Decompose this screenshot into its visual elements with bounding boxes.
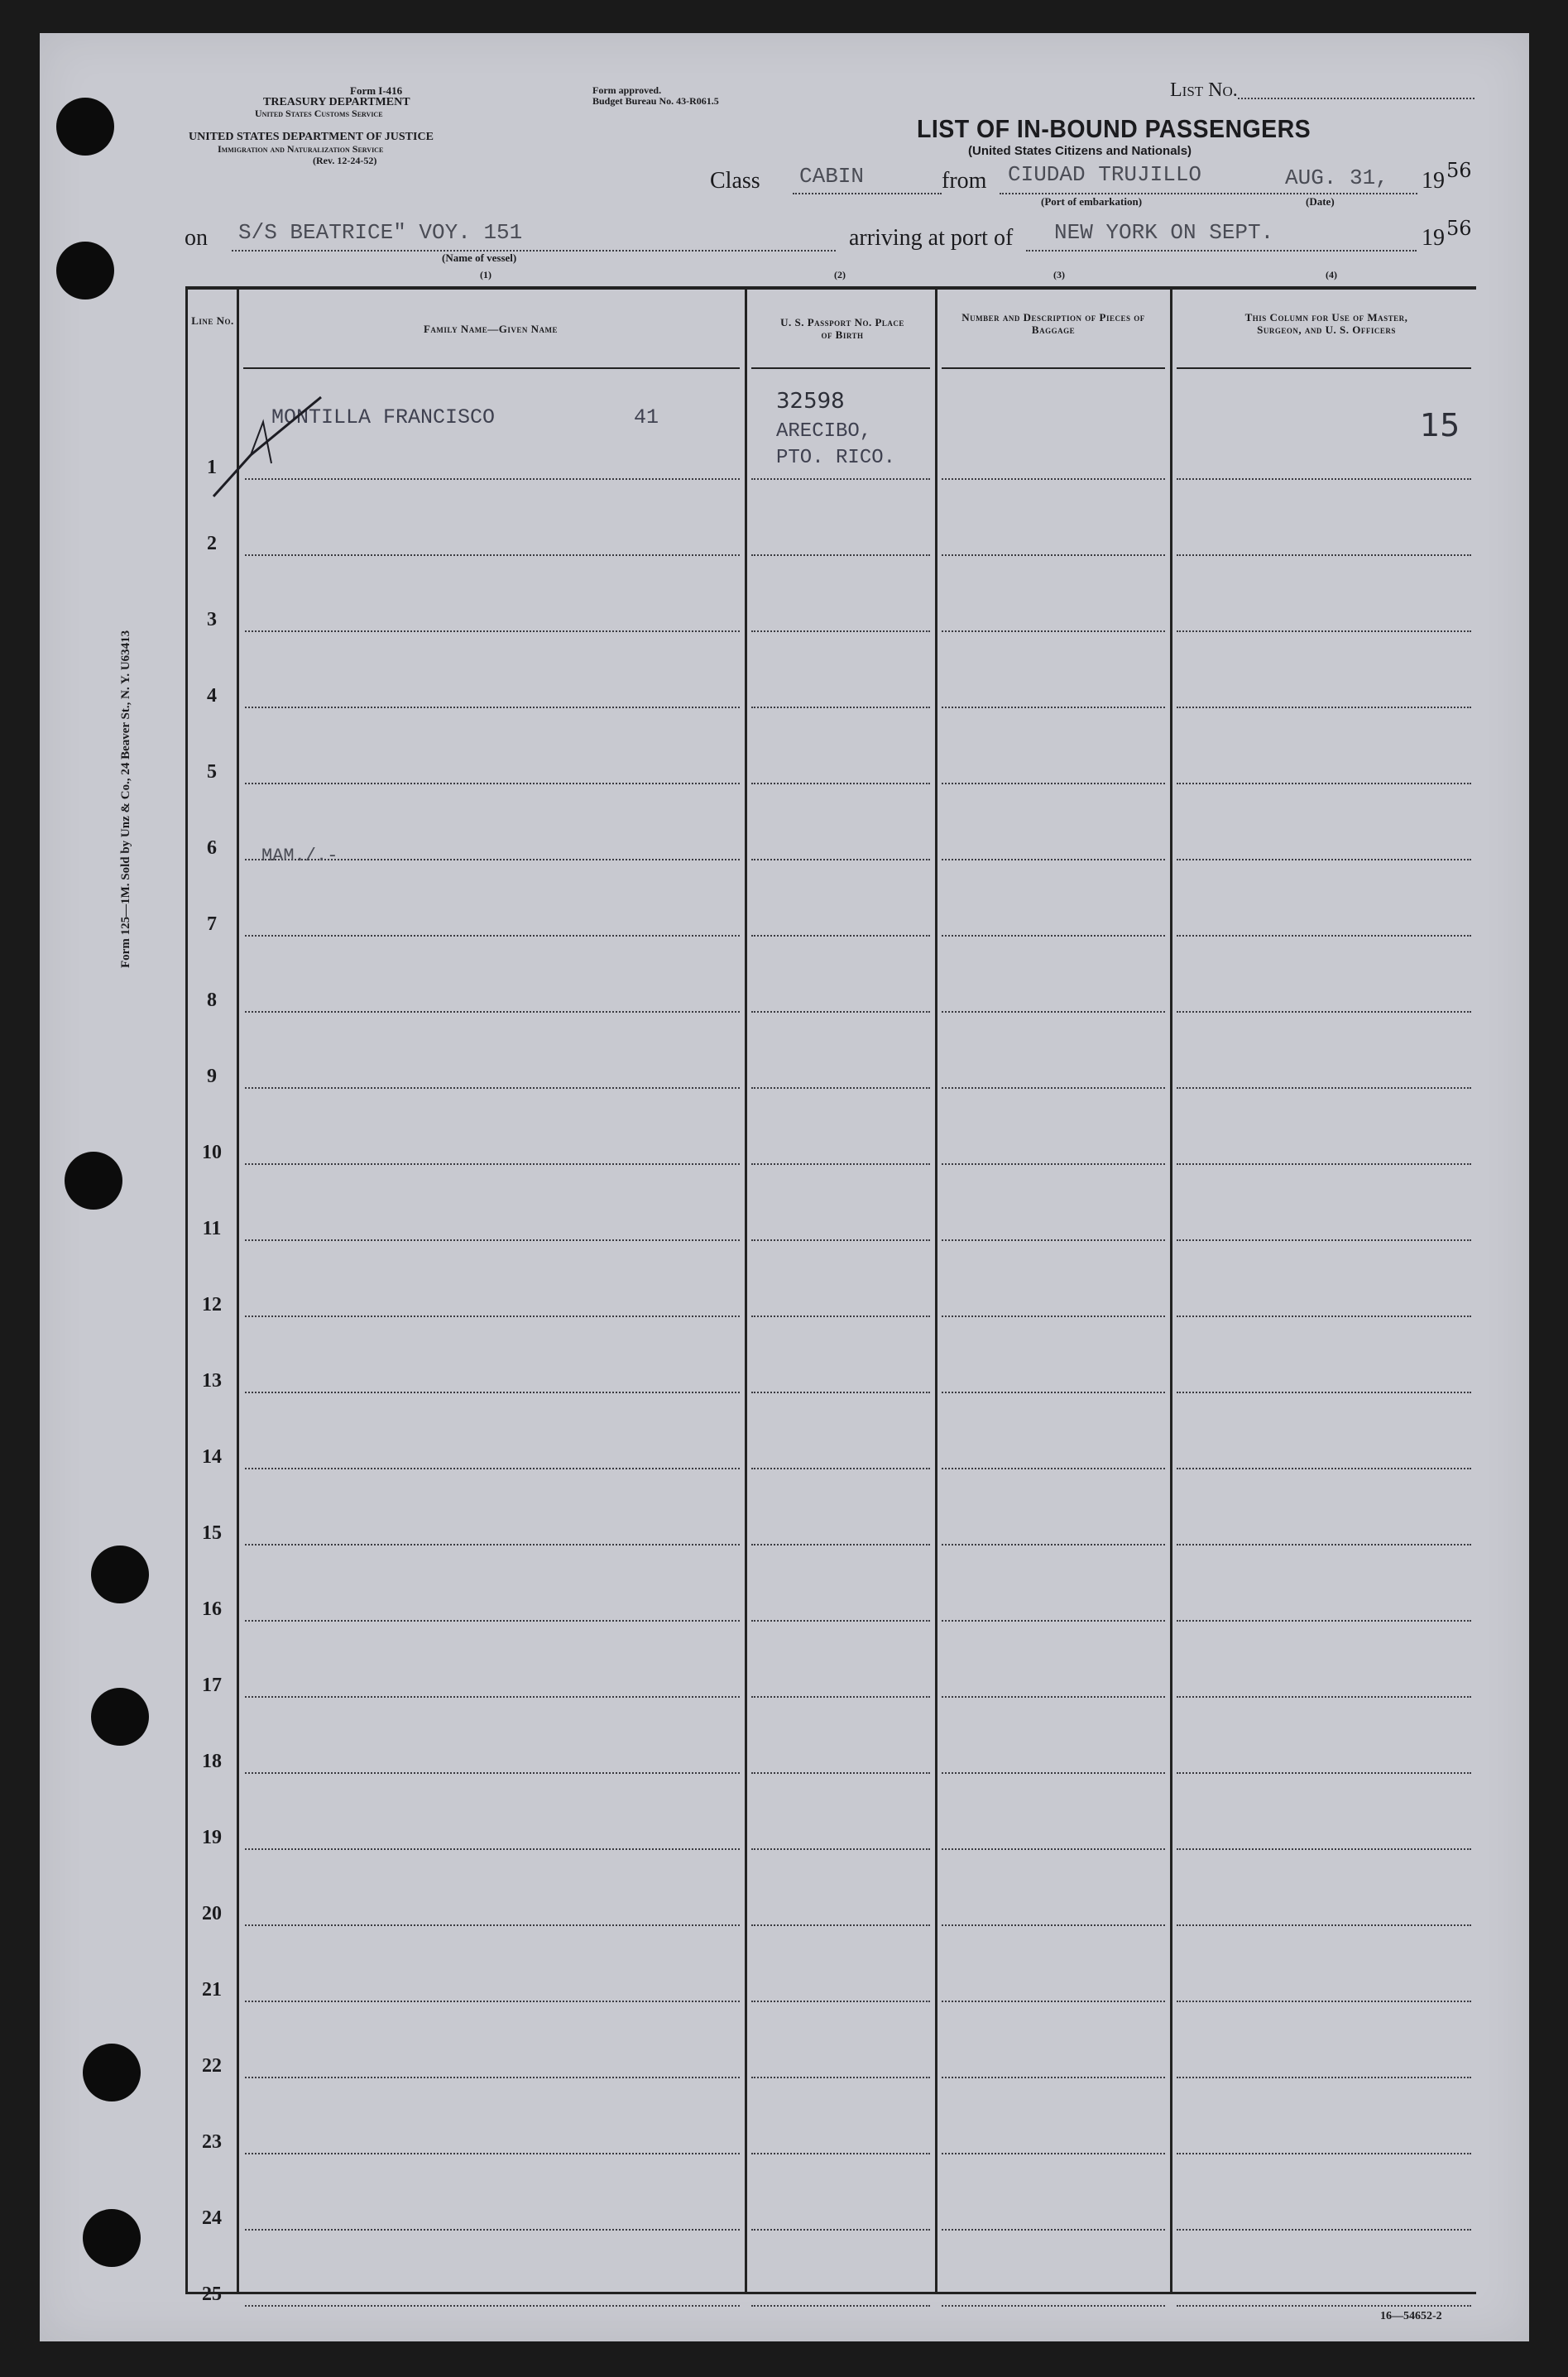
row-number: 13 <box>202 1370 222 1392</box>
customs-service: United States Customs Service <box>255 108 383 119</box>
row-number: 6 <box>207 837 217 859</box>
row-number: 17 <box>202 1675 222 1696</box>
row-entry-line[interactable] <box>245 630 740 632</box>
row-entry-line[interactable] <box>942 1087 1165 1089</box>
row-entry-line[interactable] <box>751 2077 930 2078</box>
row-entry-line[interactable] <box>751 1696 930 1698</box>
row-entry-line[interactable] <box>942 1239 1165 1241</box>
row-entry-line[interactable] <box>245 1011 740 1013</box>
row-number: 15 <box>202 1522 222 1544</box>
row-entry-line[interactable] <box>942 859 1165 860</box>
row-entry-line[interactable] <box>1177 2077 1471 2078</box>
from-label: from <box>942 168 987 194</box>
row-entry-line[interactable] <box>1177 2229 1471 2231</box>
punch-hole <box>65 1152 122 1210</box>
row-number: 25 <box>202 2284 222 2305</box>
row-entry-line[interactable] <box>942 1696 1165 1698</box>
col-num-2: (2) <box>834 269 846 280</box>
row-entry-line[interactable] <box>751 935 930 937</box>
date-value: AUG. 31, <box>1285 165 1388 190</box>
row-entry-line[interactable] <box>1177 859 1471 860</box>
arriving-label: arriving at port of <box>849 225 1014 251</box>
row-number: 24 <box>202 2207 222 2229</box>
row-entry-line[interactable] <box>1177 1620 1471 1622</box>
row-entry-line[interactable] <box>1177 1772 1471 1774</box>
row-number: 12 <box>202 1294 222 1315</box>
row-entry-line[interactable] <box>1177 2305 1471 2307</box>
row-number: 21 <box>202 1979 222 2001</box>
row-entry-line[interactable] <box>751 1239 930 1241</box>
row-entry-line[interactable] <box>1177 630 1471 632</box>
row-entry-line[interactable] <box>245 1163 740 1165</box>
row-entry-line[interactable] <box>245 1848 740 1850</box>
budget-bureau: Budget Bureau No. 43-R061.5 <box>592 95 719 107</box>
list-no-field <box>1238 98 1474 99</box>
col-num-4: (4) <box>1326 269 1337 280</box>
row-entry-line[interactable] <box>1177 1848 1471 1850</box>
port-embark-caption: (Port of embarkation) <box>1041 195 1143 208</box>
revision-date: (Rev. 12-24-52) <box>313 155 377 166</box>
check-mark-stroke <box>205 356 404 505</box>
row-entry-line[interactable] <box>1177 1696 1471 1698</box>
col-num-1: (1) <box>480 269 491 280</box>
row-number: 14 <box>202 1446 222 1468</box>
row-entry-line[interactable] <box>751 1848 930 1850</box>
row-entry-line[interactable] <box>245 1239 740 1241</box>
row-entry-line[interactable] <box>942 630 1165 632</box>
row-entry-line[interactable] <box>1177 1087 1471 1089</box>
row-entry-line[interactable] <box>1177 1239 1471 1241</box>
baggage-divider <box>1170 286 1172 2294</box>
class-field <box>793 193 942 194</box>
row-entry-line[interactable] <box>245 1772 740 1774</box>
punch-hole <box>83 2209 141 2267</box>
row-entry-line[interactable] <box>942 783 1165 784</box>
row-number: 1 <box>207 457 217 478</box>
row-entry-line[interactable] <box>942 2153 1165 2154</box>
passenger-name: MONTILLA FRANCISCO <box>271 405 496 429</box>
form-title: LIST OF IN-BOUND PASSENGERS <box>917 114 1311 143</box>
row-number: 9 <box>207 1066 217 1087</box>
class-label: Class <box>710 168 760 194</box>
birth-place-line1: ARECIBO, <box>776 420 872 443</box>
row-entry-line[interactable] <box>942 1163 1165 1165</box>
row-number: 18 <box>202 1751 222 1772</box>
printer-imprint: Form 125—1M. Sold by Unz & Co., 24 Beaver St., N. Y. U63413 <box>119 630 132 968</box>
row-number: 8 <box>207 990 217 1011</box>
row-number: 10 <box>202 1142 222 1163</box>
row-entry-line[interactable] <box>1177 1315 1471 1317</box>
row-entry-line[interactable] <box>245 554 740 556</box>
footer-code: 16—54652-2 <box>1380 2310 1442 2322</box>
row-entry-line[interactable] <box>245 1924 740 1926</box>
row-entry-line[interactable] <box>942 554 1165 556</box>
officer-mark: 15 <box>1420 407 1460 443</box>
row-number: 4 <box>207 685 217 707</box>
row-entry-line[interactable] <box>245 707 740 708</box>
row-number: 23 <box>202 2131 222 2153</box>
form-number: Form I-416 <box>350 84 403 97</box>
from-value: CIUDAD TRUJILLO <box>1008 162 1202 187</box>
row-entry-line[interactable] <box>942 935 1165 937</box>
punch-hole <box>56 98 114 156</box>
row-entry-line[interactable] <box>1177 1011 1471 1013</box>
row-entry-line[interactable] <box>942 478 1165 480</box>
row-entry-line[interactable] <box>1177 1924 1471 1926</box>
row-entry-line[interactable] <box>751 1468 930 1469</box>
row-entry-line[interactable] <box>1177 1544 1471 1546</box>
row-number: 22 <box>202 2055 222 2077</box>
vessel-field <box>232 250 836 252</box>
row-number: 11 <box>202 1218 222 1239</box>
form-approved: Form approved. <box>592 84 662 96</box>
year-prefix-1: 19 <box>1422 168 1445 194</box>
header-passport: U. S. Passport No. Place of Birth <box>780 316 904 341</box>
row-entry-line[interactable] <box>751 2153 930 2154</box>
row-entry-line[interactable] <box>245 1315 740 1317</box>
punch-hole <box>91 1546 149 1603</box>
row-entry-line[interactable] <box>245 2229 740 2231</box>
row-entry-line[interactable] <box>942 2305 1165 2307</box>
row-entry-line[interactable] <box>245 2077 740 2078</box>
table-bottom-rule <box>185 2292 1476 2294</box>
birth-place-line2: PTO. RICO. <box>776 447 896 469</box>
row-entry-line[interactable] <box>245 2305 740 2307</box>
row-entry-line[interactable] <box>245 2001 740 2002</box>
row-number: 3 <box>207 609 217 630</box>
year-prefix-2: 19 <box>1422 225 1445 251</box>
passenger-age: 41 <box>634 405 659 429</box>
row-entry-line[interactable] <box>1177 935 1471 937</box>
row-entry-line[interactable] <box>942 2077 1165 2078</box>
row-entry-line[interactable] <box>751 1392 930 1393</box>
justice-dept: UNITED STATES DEPARTMENT OF JUSTICE <box>189 131 434 143</box>
row-number: 7 <box>207 913 217 935</box>
vessel-caption: (Name of vessel) <box>442 252 517 264</box>
row-entry-line[interactable] <box>1177 478 1471 480</box>
row-entry-line[interactable] <box>751 478 930 480</box>
row-entry-line[interactable] <box>751 1315 930 1317</box>
punch-hole <box>83 2044 141 2101</box>
row-entry-line[interactable] <box>942 2001 1165 2002</box>
row-entry-line[interactable] <box>751 630 930 632</box>
row-entry-line[interactable] <box>1177 707 1471 708</box>
from-field <box>1000 193 1417 194</box>
class-value: CABIN <box>799 164 865 189</box>
punch-hole <box>56 242 114 300</box>
row-entry-line[interactable] <box>942 1544 1165 1546</box>
table-top-rule <box>185 286 1476 290</box>
name-divider <box>745 286 747 2294</box>
row-entry-line[interactable] <box>942 1924 1165 1926</box>
list-no-label: List No. <box>1170 79 1238 101</box>
on-label: on <box>185 225 208 251</box>
baggage-header-rule <box>942 367 1165 369</box>
row-entry-line[interactable] <box>751 1544 930 1546</box>
row-entry-line[interactable] <box>1177 1468 1471 1469</box>
row-number: 20 <box>202 1903 222 1924</box>
form-subtitle: (United States Citizens and Nationals) <box>968 144 1192 158</box>
row-entry-line[interactable] <box>245 1468 740 1469</box>
arrival-field <box>1026 250 1417 252</box>
row-entry-line[interactable] <box>751 1772 930 1774</box>
row-entry-line[interactable] <box>1177 1392 1471 1393</box>
row-entry-line[interactable] <box>942 2229 1165 2231</box>
row-entry-line[interactable] <box>751 783 930 784</box>
row-entry-line[interactable] <box>751 2001 930 2002</box>
row-entry-line[interactable] <box>245 1696 740 1698</box>
passport-header-rule <box>751 367 930 369</box>
header-officers: This Column for Use of Master, Surgeon, and U. S. Officers <box>1244 311 1408 336</box>
header-baggage: Number and Description of Pieces of Baggage <box>961 311 1145 336</box>
arrival-value: NEW YORK ON SEPT. <box>1054 220 1274 245</box>
header-family-name: Family Name—Given Name <box>423 323 558 335</box>
row-entry-line[interactable] <box>942 1011 1165 1013</box>
row-entry-line[interactable] <box>751 1620 930 1622</box>
row-entry-line[interactable] <box>751 1011 930 1013</box>
date-caption: (Date) <box>1306 195 1335 208</box>
row-entry-line[interactable] <box>942 1392 1165 1393</box>
row-number: 16 <box>202 1598 222 1620</box>
col-num-3: (3) <box>1053 269 1065 280</box>
header-line-no: Line No. <box>191 314 234 327</box>
row-entry-line[interactable] <box>751 1087 930 1089</box>
row-entry-line[interactable] <box>942 1848 1165 1850</box>
officers-header-rule <box>1177 367 1471 369</box>
row-entry-line[interactable] <box>245 1087 740 1089</box>
row-entry-line[interactable] <box>245 1544 740 1546</box>
row-entry-line[interactable] <box>942 1772 1165 1774</box>
row-entry-line[interactable] <box>751 1924 930 1926</box>
row-entry-line[interactable] <box>942 1620 1165 1622</box>
year-1: 56 <box>1446 159 1472 182</box>
year-2: 56 <box>1446 217 1472 240</box>
passport-number: 32598 <box>776 389 845 414</box>
vessel-value: S/S BEATRICE" VOY. 151 <box>238 220 523 245</box>
row-entry-line[interactable] <box>751 1163 930 1165</box>
row-entry-line[interactable] <box>245 1392 740 1393</box>
row-entry-line[interactable] <box>1177 783 1471 784</box>
row-entry-line[interactable] <box>1177 554 1471 556</box>
ins-service: Immigration and Naturalization Service <box>218 143 384 155</box>
treasury-dept: TREASURY DEPARTMENT <box>263 96 410 108</box>
row-entry-line[interactable] <box>1177 2153 1471 2154</box>
row-entry-line[interactable] <box>942 707 1165 708</box>
row-entry-line[interactable] <box>245 935 740 937</box>
row-entry-line[interactable] <box>1177 2001 1471 2002</box>
punch-hole <box>91 1688 149 1746</box>
row-number: 19 <box>202 1827 222 1848</box>
row-entry-line[interactable] <box>245 2153 740 2154</box>
row-entry-line[interactable] <box>942 1315 1165 1317</box>
row-entry-line[interactable] <box>1177 1163 1471 1165</box>
row-entry-line[interactable] <box>245 783 740 784</box>
passport-divider <box>935 286 937 2294</box>
row-number: 5 <box>207 761 217 783</box>
row6-note: MAM./.- <box>261 846 338 866</box>
row-entry-line[interactable] <box>245 1620 740 1622</box>
row-entry-line[interactable] <box>942 1468 1165 1469</box>
row-entry-line[interactable] <box>751 2229 930 2231</box>
form-sheet <box>40 33 1529 2341</box>
row-entry-line[interactable] <box>751 859 930 860</box>
row-entry-line[interactable] <box>751 2305 930 2307</box>
row-number: 2 <box>207 533 217 554</box>
row-entry-line[interactable] <box>751 707 930 708</box>
row-entry-line[interactable] <box>751 554 930 556</box>
